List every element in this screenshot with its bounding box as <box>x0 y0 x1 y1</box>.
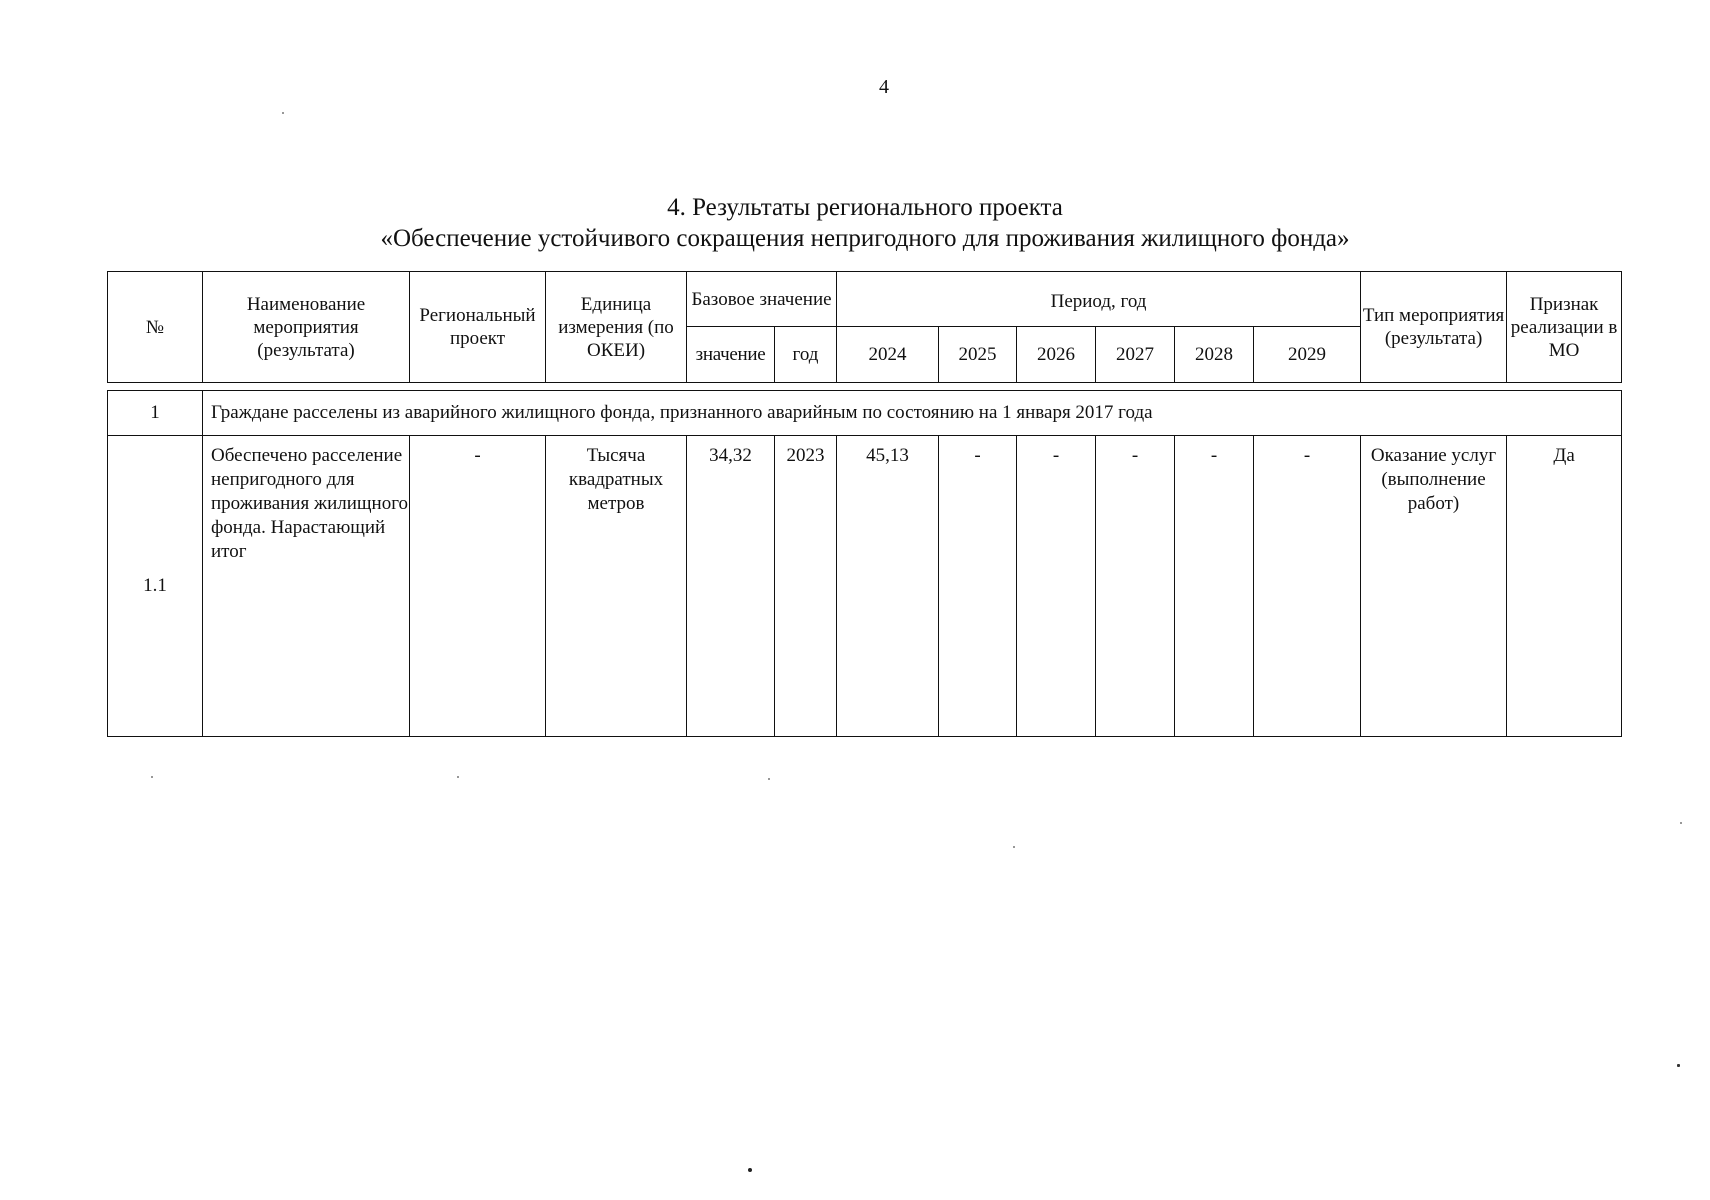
scan-speck <box>1013 846 1015 848</box>
row-value-2026: - <box>1017 436 1096 737</box>
document-title <box>0 192 1710 254</box>
header-year-2026: 2026 <box>1017 327 1096 383</box>
table-gap <box>107 383 1621 390</box>
table-row <box>108 436 1622 737</box>
row-regional-project: - <box>410 436 546 737</box>
header-year-2027: 2027 <box>1096 327 1175 383</box>
row-type: Оказание услуг (выполнение работ) <box>1361 436 1507 737</box>
row-value-2029: - <box>1254 436 1361 737</box>
row-value-2024: 45,13 <box>837 436 939 737</box>
header-year-2024: 2024 <box>837 327 939 383</box>
header-type: Тип мероприятия (результата) <box>1361 272 1507 383</box>
header-period: Период, год <box>837 272 1361 327</box>
header-name: Наименование мероприятия (результата) <box>203 272 410 383</box>
scan-speck <box>457 776 459 778</box>
scan-speck <box>1677 1064 1680 1067</box>
header-year-2029: 2029 <box>1254 327 1361 383</box>
row-base-value: 34,32 <box>687 436 775 737</box>
header-year-2028: 2028 <box>1175 327 1254 383</box>
section-title: Граждане расселены из аварийного жилищного фонда, признанного аварийным по состоянию на 1 января 2017 года <box>203 391 1622 436</box>
scan-speck <box>748 1168 752 1172</box>
title-line-1: 4. Результаты регионального проекта <box>667 194 1063 221</box>
scan-speck <box>151 776 153 778</box>
header-mo: Признак реализации в МО <box>1507 272 1622 383</box>
page-number: 4 <box>879 76 889 98</box>
row-value-2028: - <box>1175 436 1254 737</box>
header-base-value: значение <box>687 327 775 383</box>
section-row <box>108 391 1622 436</box>
header-year-2025: 2025 <box>939 327 1017 383</box>
header-base: Базовое значение <box>687 272 837 327</box>
row-value-2025: - <box>939 436 1017 737</box>
row-mo: Да <box>1507 436 1622 737</box>
results-table-wrapper <box>107 271 1621 737</box>
scan-speck <box>1680 822 1682 824</box>
section-num: 1 <box>108 391 203 436</box>
title-line-2: «Обеспечение устойчивого сокращения непригодного для проживания жилищного фонда» <box>380 225 1350 252</box>
results-table-body <box>107 390 1622 737</box>
results-table-header <box>107 271 1622 383</box>
header-unit: Единица измерения (по ОКЕИ) <box>546 272 687 383</box>
row-value-2027: - <box>1096 436 1175 737</box>
row-num: 1.1 <box>108 436 203 737</box>
row-name: Обеспечено расселение непригодного для проживания жилищного фонда. Нарастающий итог <box>203 436 410 737</box>
scan-speck <box>282 112 284 114</box>
header-base-year: год <box>775 327 837 383</box>
row-base-year: 2023 <box>775 436 837 737</box>
scan-speck <box>768 778 770 780</box>
row-unit: Тысяча квадратных метров <box>546 436 687 737</box>
header-num: № <box>108 272 203 383</box>
header-regional-project: Региональный проект <box>410 272 546 383</box>
